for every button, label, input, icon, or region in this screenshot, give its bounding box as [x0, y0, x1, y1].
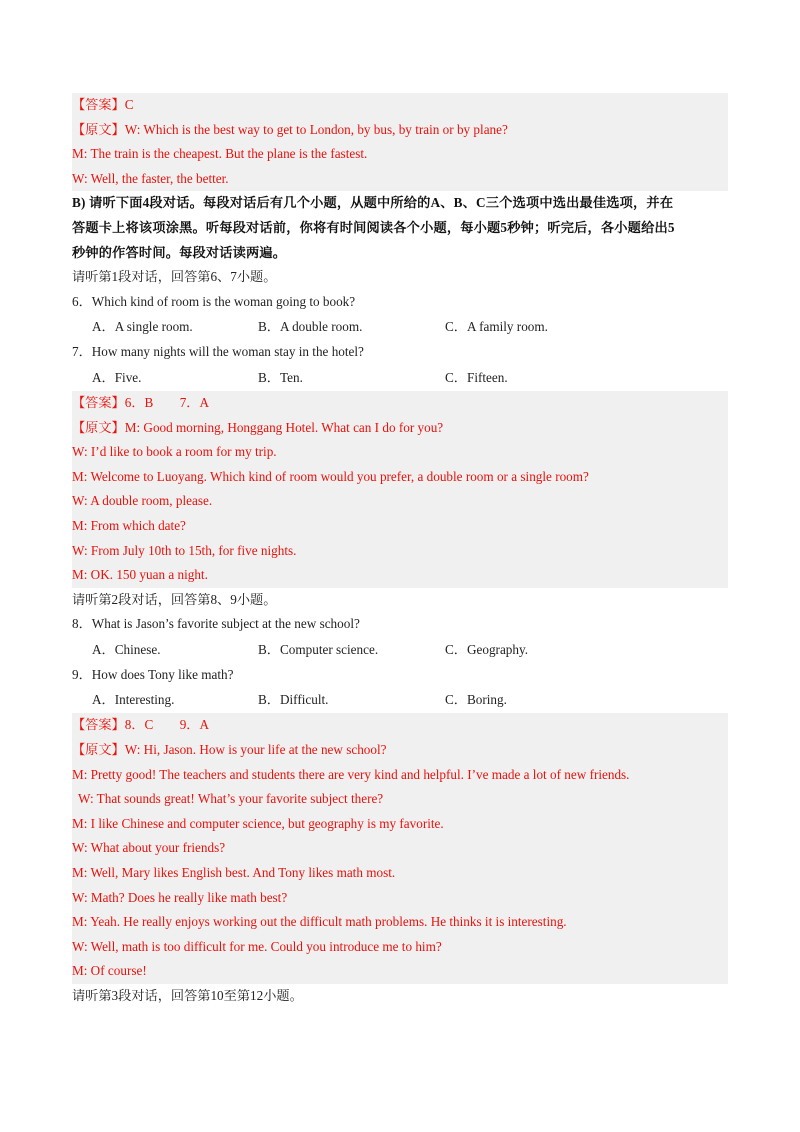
- question-7: 7．How many nights will the woman stay in the hotel?: [72, 344, 364, 360]
- options-8: [72, 637, 728, 663]
- script-line: M: From which date?: [72, 517, 186, 533]
- option-c: C．A family room.: [445, 319, 548, 335]
- option-b: B．A double room.: [258, 319, 363, 335]
- question-9: 9．How does Tony like math?: [72, 666, 234, 682]
- options-7: [72, 365, 728, 391]
- answer-line: 【答案】C: [72, 97, 134, 112]
- script-line: M: I like Chinese and computer science, but geography is my favorite.: [72, 815, 444, 831]
- question-6: 6．Which kind of room is the woman going to book?: [72, 293, 356, 309]
- script-line: W: A double room, please.: [72, 493, 213, 509]
- option-b: B．Computer science.: [258, 641, 379, 657]
- option-b: B．Difficult.: [258, 692, 329, 708]
- script-line: W: Math? Does he really like math best?: [72, 889, 288, 905]
- option-c: C．Geography.: [445, 641, 529, 657]
- script-line: 【原文】M: Good morning, Honggang Hotel. What can I do for you?: [72, 419, 444, 435]
- script-line: M: Well, Mary likes English best. And Tony likes math most.: [72, 865, 396, 881]
- answer-block-5: [72, 93, 728, 191]
- script-line: W: That sounds great! What’s your favorite subject there?: [78, 791, 384, 807]
- script-line: W: I’d like to book a room for my trip.: [72, 444, 277, 460]
- script-line: 【原文】W: Hi, Jason. How is your life at the new school?: [72, 742, 387, 758]
- options-9: [72, 687, 728, 713]
- script-line: W: What about your friends?: [72, 840, 226, 856]
- script-line: M: OK. 150 yuan a night.: [72, 567, 208, 583]
- dialog-intro: 请听第1段对话，回答第6、7小题。: [72, 269, 277, 285]
- answer-line: 【答案】6．B 7．A: [72, 394, 210, 410]
- script-line: W: Well, the faster, the better.: [72, 170, 229, 186]
- option-b: B．Ten.: [258, 369, 303, 385]
- script-line: M: Pretty good! The teachers and students there are very kind and helpful. I’ve made a lot of new friends.: [72, 766, 630, 782]
- dialog-intro: 请听第3段对话，回答第10至第12小题。: [72, 988, 303, 1003]
- document-page: [72, 93, 728, 1009]
- section-b-instructions: B) 请听下面4段对话。每段对话后有几个小题，从题中所给的A、B、C三个选项中选出最佳选项，并在 答题卡上将该项涂黑。听每段对话前，你将有时间阅读各个小题，每小题5秒钟；听完后，各小题给出5 秒钟的作答时间。每段对话读两遍。: [72, 195, 675, 260]
- option-a: A．Five.: [92, 369, 142, 385]
- script-line: M: Yeah. He really enjoys working out the difficult math problems. He thinks it is interesting.: [72, 914, 567, 930]
- question-8: 8．What is Jason’s favorite subject at the new school?: [72, 616, 360, 632]
- script-line: M: The train is the cheapest. But the plane is the fastest.: [72, 146, 368, 162]
- script-line: M: Of course!: [72, 963, 147, 979]
- script-line: M: Welcome to Luoyang. Which kind of room would you prefer, a double room or a single room?: [72, 468, 589, 484]
- answer-block-8-9: [72, 713, 728, 984]
- script-line: 【原文】W: Which is the best way to get to London, by bus, by train or by plane?: [72, 121, 508, 137]
- option-a: A．A single room.: [92, 319, 193, 335]
- answer-line: 【答案】8．C 9．A: [72, 717, 210, 733]
- options-6: [72, 314, 728, 340]
- script-line: W: From July 10th to 15th, for five nights.: [72, 542, 297, 558]
- option-c: C．Boring.: [445, 692, 507, 708]
- option-a: A．Interesting.: [92, 692, 175, 708]
- answer-block-6-7: [72, 391, 728, 588]
- dialog-intro: 请听第2段对话，回答第8、9小题。: [72, 591, 277, 607]
- option-a: A．Chinese.: [92, 641, 161, 657]
- option-c: C．Fifteen.: [445, 369, 508, 385]
- script-line: W: Well, math is too difficult for me. Could you introduce me to him?: [72, 938, 442, 954]
